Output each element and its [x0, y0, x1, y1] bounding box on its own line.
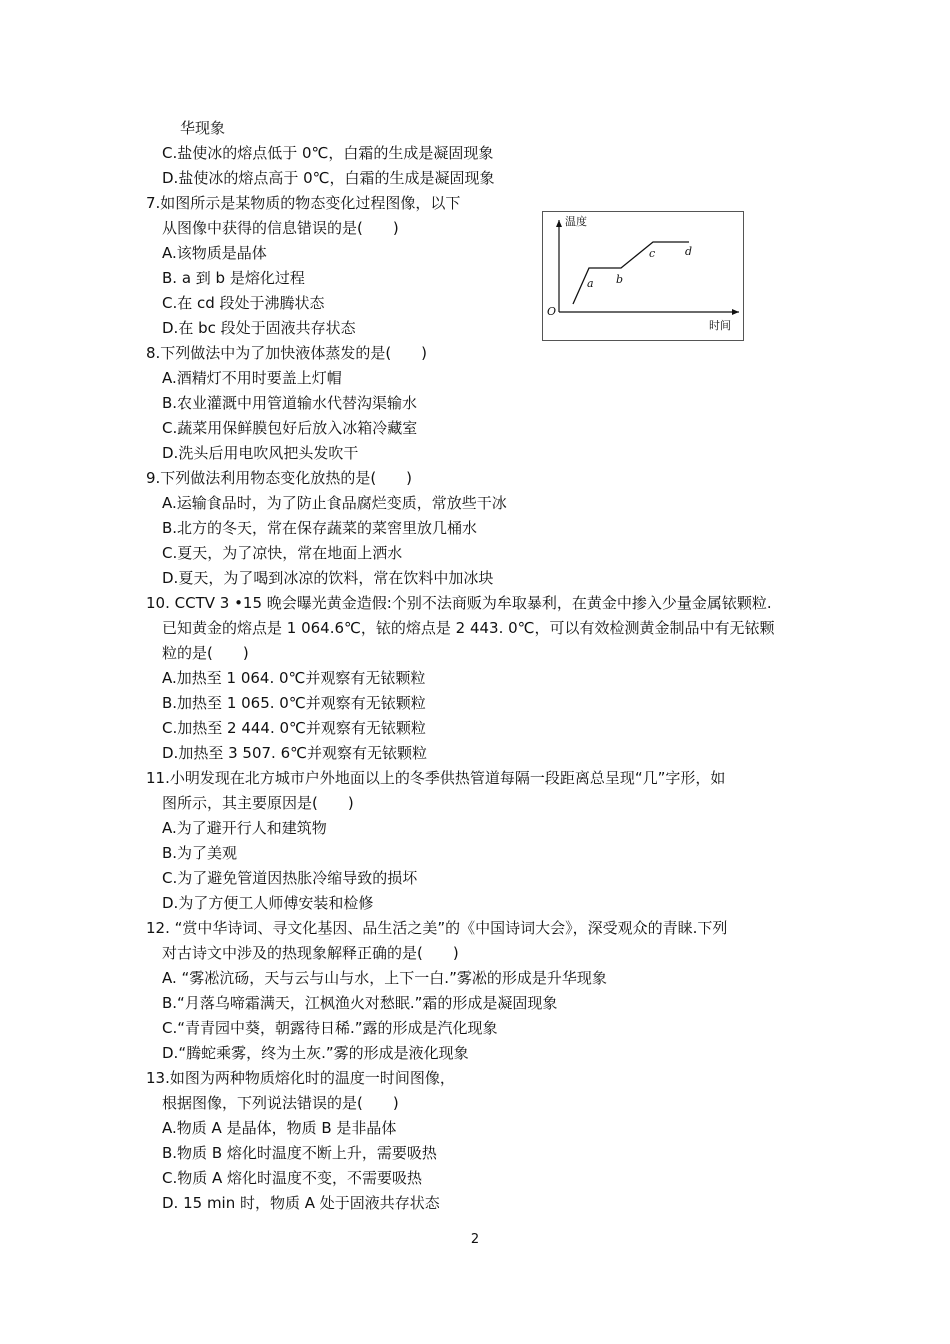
q9-option-d: D.夏天，为了喝到冰凉的饮料，常在饮料中加冰块 — [162, 569, 494, 587]
q11-stem-line2: 图所示，其主要原因是( ) — [162, 794, 354, 812]
q10-stem-line1: 10. CCTV 3 •15 晚会曝光黄金造假:个别不法商贩为牟取暴利，在黄金中掺入少量金属铱颗粒. — [146, 594, 772, 612]
time-axis-arrow — [732, 309, 739, 315]
q10-stem-line3: 粒的是( ) — [162, 644, 249, 662]
q6-option-d: D.盐使冰的熔点高于 0℃，白霜的生成是凝固现象 — [162, 169, 495, 187]
q12-option-c: C.“青青园中葵，朝露待日稀.”露的形成是汽化现象 — [162, 1019, 498, 1037]
q12-option-a: A. “雾凇沆砀，天与云与山与水，上下一白.”雾凇的形成是升华现象 — [162, 969, 607, 987]
q10-option-b: B.加热至 1 065. 0℃并观察有无铱颗粒 — [162, 694, 426, 712]
q11-option-a: A.为了避开行人和建筑物 — [162, 819, 327, 837]
q13-stem-line1: 13.如图为两种物质熔化时的温度一时间图像， — [146, 1069, 455, 1087]
q13-option-c: C.物质 A 熔化时温度不变，不需要吸热 — [162, 1169, 423, 1187]
q8-option-b: B.农业灌溉中用管道输水代替沟渠输水 — [162, 394, 418, 412]
y-axis-label: 温度 — [565, 215, 587, 228]
q8-option-a: A.酒精灯不用时要盖上灯帽 — [162, 369, 342, 387]
q6-option-b-tail: 华现象 — [180, 119, 226, 137]
q13-stem-line2: 根据图像，下列说法错误的是( ) — [162, 1094, 399, 1112]
point-d-label: d — [685, 245, 693, 258]
q13-option-a: A.物质 A 是晶体，物质 B 是非晶体 — [162, 1119, 397, 1137]
q8-option-c: C.蔬菜用保鲜膜包好后放入冰箱冷藏室 — [162, 419, 418, 437]
q9-option-c: C.夏天，为了凉快，常在地面上洒水 — [162, 544, 403, 562]
q11-stem-line1: 11.小明发现在北方城市户外地面以上的冬季供热管道每隔一段距离总呈现“几”字形，如 — [146, 769, 726, 787]
q9-option-a: A.运输食品时，为了防止食品腐烂变质，常放些干冰 — [162, 494, 507, 512]
q7-option-c: C.在 cd 段处于沸腾状态 — [162, 294, 325, 312]
q9-option-b: B.北方的冬天，常在保存蔬菜的菜窖里放几桶水 — [162, 519, 478, 537]
q12-option-b: B.“月落乌啼霜满天，江枫渔火对愁眠.”霜的形成是凝固现象 — [162, 994, 558, 1012]
q10-stem-line2: 已知黄金的熔点是 1 064.6℃，铱的熔点是 2 443. 0℃，可以有效检测黄金制品中有无铱颗 — [162, 619, 775, 637]
q6-option-c: C.盐使冰的熔点低于 0℃，白霜的生成是凝固现象 — [162, 144, 494, 162]
q11-option-d: D.为了方便工人师傅安装和检修 — [162, 894, 374, 912]
q12-stem-line1: 12. “赏中华诗词、寻文化基因、品生活之美”的《中国诗词大会》，深受观众的青睐.下列 — [146, 919, 728, 937]
q12-option-d: D.“腾蛇乘雾，终为土灰.”雾的形成是液化现象 — [162, 1044, 469, 1062]
x-axis-label: 时间 — [709, 319, 731, 332]
q7-stem-line1: 7.如图所示是某物质的物态变化过程图像，以下 — [146, 194, 461, 212]
q7-option-a: A.该物质是晶体 — [162, 244, 267, 262]
q12-stem-line2: 对古诗文中涉及的热现象解释正确的是( ) — [162, 944, 459, 962]
q11-option-b: B.为了美观 — [162, 844, 238, 862]
temperature-axis-arrow — [556, 220, 562, 227]
q8-option-d: D.洗头后用电吹风把头发吹干 — [162, 444, 359, 462]
q7-option-d: D.在 bc 段处于固液共存状态 — [162, 319, 356, 337]
q13-option-d: D. 15 min 时，物质 A 处于固液共存状态 — [162, 1194, 440, 1212]
q10-option-a: A.加热至 1 064. 0℃并观察有无铱颗粒 — [162, 669, 426, 687]
point-c-label: c — [649, 247, 656, 260]
q10-option-c: C.加热至 2 444. 0℃并观察有无铱颗粒 — [162, 719, 426, 737]
point-b-label: b — [616, 273, 624, 286]
q8-stem: 8.下列做法中为了加快液体蒸发的是( ) — [146, 344, 428, 362]
q9-stem: 9.下列做法利用物态变化放热的是( ) — [146, 469, 413, 487]
point-a-label: a — [587, 277, 594, 290]
temperature-time-graph — [542, 211, 744, 341]
q11-option-c: C.为了避免管道因热胀冷缩导致的损坏 — [162, 869, 418, 887]
q13-option-b: B.物质 B 熔化时温度不断上升，需要吸热 — [162, 1144, 437, 1162]
origin-label: O — [547, 305, 557, 318]
q7-option-b: B. a 到 b 是熔化过程 — [162, 269, 305, 287]
q10-option-d: D.加热至 3 507. 6℃并观察有无铱颗粒 — [162, 744, 427, 762]
temperature-curve — [573, 242, 689, 304]
page-number: 2 — [470, 1232, 480, 1247]
q7-stem-line2: 从图像中获得的信息错误的是( ) — [162, 219, 399, 237]
